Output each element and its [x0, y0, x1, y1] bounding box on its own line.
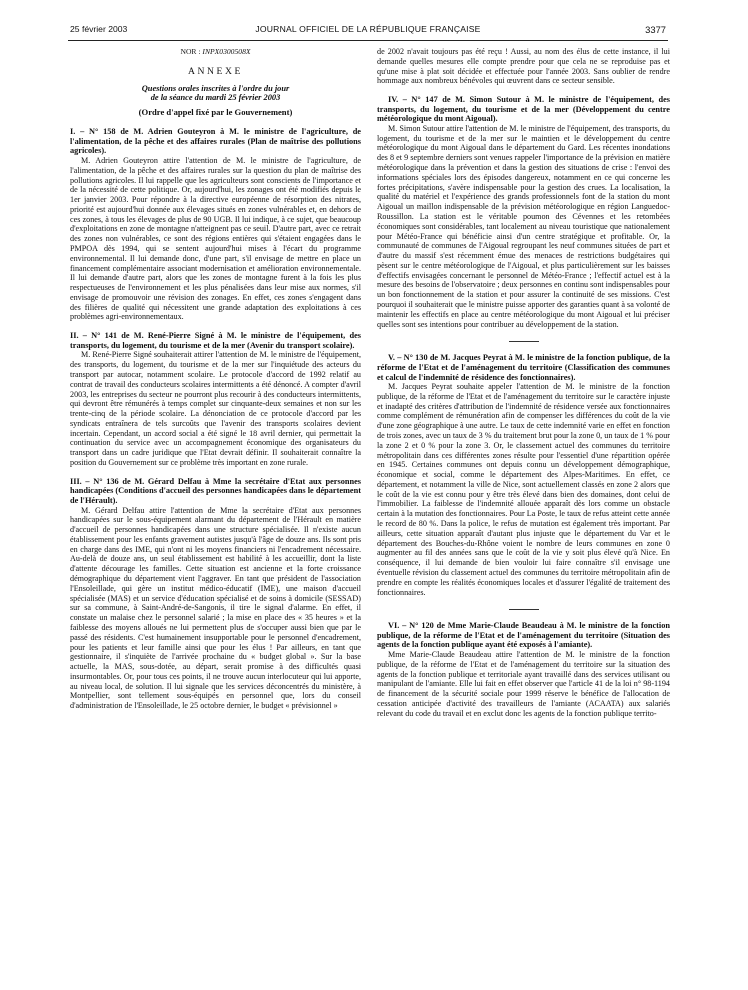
nor-code: INPX0300508X — [202, 47, 251, 56]
question-5-text: M. Jacques Peyrat souhaite appeler l'attention de M. le ministre de la fonction publique, de la réforme de l'Etat et de l'aménagement du territoire sur le caractère injuste et inadapté des critères d'attribution de l'indemnité de résidence versée aux fonctionnaires comme complément de rémunération afin de compenser les différences du coût de la vie d'une zone géographique à une autre. Le taux de cette indemnité varie en effet en fonction de trois zones, avec un taux de 3 % du traitement brut pour la zone 0, un taux de 1 % pour la zone 2 et 0 % pour la zone 3. Or, le classement actuel des communes du territoire métropolitain dans ces différentes zones résulte pour l'essentiel d'une répartition opérée en 1945. Certaines communes ont depuis connu un développement démographique, économique et social, comme le département des Alpes-Maritimes. En effet, ce département, et notamment la ville de Nice, sont actuellement classés en zone 2 alors que le coût de la vie est connu pour y être très élevé dans bien des domaines, dont celui de l'immobilier. La faiblesse de l'indemnité allouée apparaît dès lors comme un obstacle certain à la mutation des fonctionnaires. Pour La Poste, le taux de refus atteint cette année le record de 80 %. Dans la police, le refus de mutation est également très important. Par ailleurs, cette situation apparaît d'autant plus injuste que le département du Var et le département des Bouches-du-Rhône voient le nombre de leurs communes en zone 0 augmenter au fil des années sans que le coût de la vie y soit plus élevé qu'à Nice. En conséquence, il lui demande de bien vouloir lui faire connaître s'il envisage une éventuelle révision du classement actuel des communes du territoire métropolitain afin de prendre en compte les réalités économiques locales et d'assurer l'égalité de traitement des fonctionnaires. — [377, 382, 670, 597]
question-1-text: M. Adrien Gouteyron attire l'attention de M. le ministre de l'agriculture, de l'alimentation, de la pêche et des affaires rurales sur la question du plan de maîtrise des pollutions agricoles. Il lui rappelle que les agriculteurs sont conscients de l'importance et de la nécessité de cette politique. Or, aujourd'hui, les zonages ont été modifiés depuis le 1er janvier 2003. Pour répondre à la directive européenne de résorption des nitrates, priorité est aujourd'hui donnée aux élevages situés en zones vulnérables et, en dehors de ces zones, à tous les élevages de plus de 90 UGB. Il lui indique, à ce sujet, que beaucoup d'exploitations en zone de montagne n'atteignent pas ce seuil. D'autre part, avec ce retrait des zones non vulnérables, ce sont des régions entières qui s'étaient engagées dans le PMPOA dès 1994, qui se sentent aujourd'hui mises à l'écart du programme environnemental. Il lui demande donc, d'une part, s'il envisage de mettre en place un financement complémentaire associant modernisation et amélioration environnementale. Il lui demande d'autre part, alors que les zones de montagne furent à la fois les plus respectueuses de l'environnement et les plus pénalisées dans leur mise aux normes, s'il envisage de promouvoir une révision des zonages. En effet, ces zones s'engagent dans des filières de qualité qui nécessitent une grande adaptation des exploitations à ces problèmes agri-environnementaux. — [70, 155, 361, 322]
question-4-text: M. Simon Sutour attire l'attention de M. le ministre de l'équipement, des transports, du logement, du tourisme et de la mer sur le maintien et le développement du centre météorologique du mont Aigoual dans le département du Gard. Les récentes inondations des 8 et 9 septembre derniers sont venues rappeler l'importance de la prévision en matière météorologique dans la prévention et dans la gestion des situations de crise : l'envoi des informations spéciales lors des épisodes dangereux, notamment en ce qui concerne les fortes précipitations, s'avère indispensable pour la gestion des crues. La localisation, la qualité du matériel et l'expérience des grands professionnels font de la station du mont Aigoual un maillon indispensable de la prévision météorologique en région Languedoc-Roussillon. La station est le véritable poumon des Cévennes et les retombées économiques sont considérables, tant localement au niveau touristique que nationalement pour Météo-France qui bénéficie ainsi d'un centre stratégique et profitable. Or, la communauté de communes de l'Aigoual regroupant les neuf communes situées de part et d'autre du massif s'est récemment émue des menaces de restrictions budgétaires qui pèsent sur le centre météorologique de l'Aigoual, et plus particulièrement sur les baisses d'effectifs envisagées concernant le personnel de Météo-France ; l'effectif actuel est à la mesure des besoins de l'observatoire ; deux personnes en continu sont indispensables pour un bon fonctionnement de la station et pour assurer la continuité de ses missions. C'est pourquoi il souhaiterait que le ministre puisse apporter des garanties quant à sa volonté de maintenir les effectifs en place au centre météorologique du mont Aigoual et lui préciser quelles sont ses intentions pour contribuer au développement de la station. — [377, 123, 670, 329]
question-6-heading: VI. – N° 120 de Mme Marie-Claude Beaudeau à M. le ministre de la fonction publique, de la réforme de l'Etat et de l'aménagement du territoire (Situation des agents de la fonction publique ayant été exposés à l'amiante). — [377, 621, 670, 650]
question-3-text: M. Gérard Delfau attire l'attention de Mme la secrétaire d'Etat aux personnes handicapées sur le sous-équipement alarmant du département de l'Hérault en matière d'accueil de personnes handicapées dans une structure spécialisée. Il n'existe aucun établissement pour les enfants gravement autistes jusqu'à l'âge de douze ans. Ils sont pris en charge dans des IME, qui n'ont ni les moyens financiers ni l'encadrement nécessaire. Au-delà de douze ans, un seul établissement est habilité à les accueillir, dont la liste d'attente décourage les familles. Cette situation est ancienne et la forte croissance démographique du département vient l'aggraver. En tant que président de l'association l'Ensoleillade, qui gère un institut médico-éducatif (IME), une maison d'accueil spécialisée (MAS) et un service d'éducation spécialisé et de soins à domicile (SESSAD) sur sa commune, à Saint-André-de-Sangonis, il tire le signal d'alarme. En effet, il constate un malaise chez le personnel salarié ; la mise en place des « 35 heures » et la faiblesse des moyens alloués ne lui permettent plus de s'occuper aussi bien que par le passé des résidents. C'est humainement insupportable pour le personnel d'encadrement, pour les patients et leur famille ainsi que pour les élus ! Par ailleurs, en tant que gestionnaire, il s'inquiète de l'arrivée prochaine du « budget global ». Sur la base actuelle, la MAS, sous-dotée, au départ, serait promise à des difficultés quasi insurmontables. Or, pour tous ces points, il ne trouve aucun interlocuteur qui lui apporte, au niveau local, de solution. Il lui signale que les services déconcentrés du ministère, à Montpellier, sont tellement sous-équipés en personnel que, lors du conseil d'administration de l'Ensoleillade, le 25 octobre dernier, le budget « prévisionnel » — [70, 505, 361, 711]
questions-title-line2: de la séance du mardi 25 février 2003 — [150, 92, 281, 102]
ordre-appel: (Ordre d'appel fixé par le Gouvernement) — [138, 107, 293, 118]
question-4-heading: IV. – N° 147 de M. Simon Sutour à M. le ministre de l'équipement, des transports, du logement, du tourisme et de la mer (Développement du centre météorologique du mont Aigoual). — [377, 95, 670, 124]
question-6-text: Mme Marie-Claude Beaudeau attire l'attention de M. le ministre de la fonction publique, de la réforme de l'Etat et de l'aménagement du territoire sur la situation des agents de la fonction publique et territoriale ayant travaillé dans des services utilisant ou manipulant de l'amiante. Elle lui fait en effet observer que l'article 41 de la loi n° 98-1194 de financement de la sécurité sociale pour 1999 réserve le bénéfice de l'allocation de cessation anticipée d'activité des travailleurs de l'amiante (ACAATA) aux salariés relevant du code du travail et en exclut donc les agents de la fonction publique territo- — [377, 650, 670, 718]
right-column — [377, 47, 670, 719]
question-5-heading: V. – N° 130 de M. Jacques Peyrat à M. le ministre de la fonction publique, de la réforme de l'Etat et de l'aménagement du territoire (Classification des communes et calcul de l'indemnité de résidence des fonctionnaires). — [377, 353, 670, 382]
page-number: 3377 — [645, 24, 666, 35]
question-3-heading: III. – N° 136 de M. Gérard Delfau à Mme la secrétaire d'Etat aux personnes handicapées (Conditions d'accueil des personnes handicapées dans le département de l'Hérault). — [70, 476, 361, 505]
questions-title-line1: Questions orales inscrites à l'ordre du jour — [141, 83, 290, 93]
page-header — [70, 22, 666, 38]
journal-title: JOURNAL OFFICIEL DE LA RÉPUBLIQUE FRANÇAISE — [255, 24, 481, 34]
question-3-continuation: de 2002 n'avait toujours pas été reçu ! Aussi, au nom des élus de cette instance, il lui demande quelles mesures elle compte prendre pour que cela ne se reproduise pas et qu'une mise à plat soit décidée et effectuée pour l'année 2003. Sans oublier de rendre hommage aux nombreux bénévoles qui œuvrent dans ce secteur sensible. — [377, 47, 670, 86]
question-2-heading: II. – N° 141 de M. René-Pierre Signé à M. le ministre de l'équipement, des transports, du logement, du tourisme et de la mer (Avenir du transport scolaire). — [70, 331, 361, 350]
header-date: 25 février 2003 — [70, 24, 128, 34]
separator — [509, 609, 539, 610]
annexe-title: ANNEXE — [187, 65, 244, 77]
left-column — [70, 47, 361, 711]
separator — [509, 341, 539, 342]
question-1-heading: I. – N° 158 de M. Adrien Gouteyron à M. le ministre de l'agriculture, de l'alimentation, de la pêche et des affaires rurales (Plan de maîtrise des pollutions agricoles). — [70, 127, 361, 156]
nor-label: NOR : — [180, 47, 203, 56]
nor-reference — [70, 47, 361, 57]
question-2-text: M. René-Pierre Signé souhaiterait attirer l'attention de M. le ministre de l'équipement, des transports, du logement, du tourisme et de la mer sur l'inquiétude des acteurs du transport par autocar, notamment scolaire. Le protocole d'accord de 1992 relatif au contrat de travail des conducteurs scolaires intermittents a été dénoncé. A compter d'avril 2003, les entreprises du secteur ne pourront plus recourir à des conducteurs intermittents, qui devront être rémunérés à temps complet sur cinquante-deux semaines et non sur les trente-cinq de la période scolaire. La dénonciation de ce protocole d'accord par les syndicats entraînera de tels surcoûts que l'avenir des transports scolaires devient incertain. Cependant, un accord social a été signé le 18 avril dernier, qui permettait la continuation du service avec un accompagnement économique des organisateurs du transport dans un cadre juridique que l'Etat devrait définir. Il souhaiterait connaître la position du Gouvernement sur ce problème très important en zone rurale. — [70, 350, 361, 467]
header-rule — [68, 40, 668, 41]
